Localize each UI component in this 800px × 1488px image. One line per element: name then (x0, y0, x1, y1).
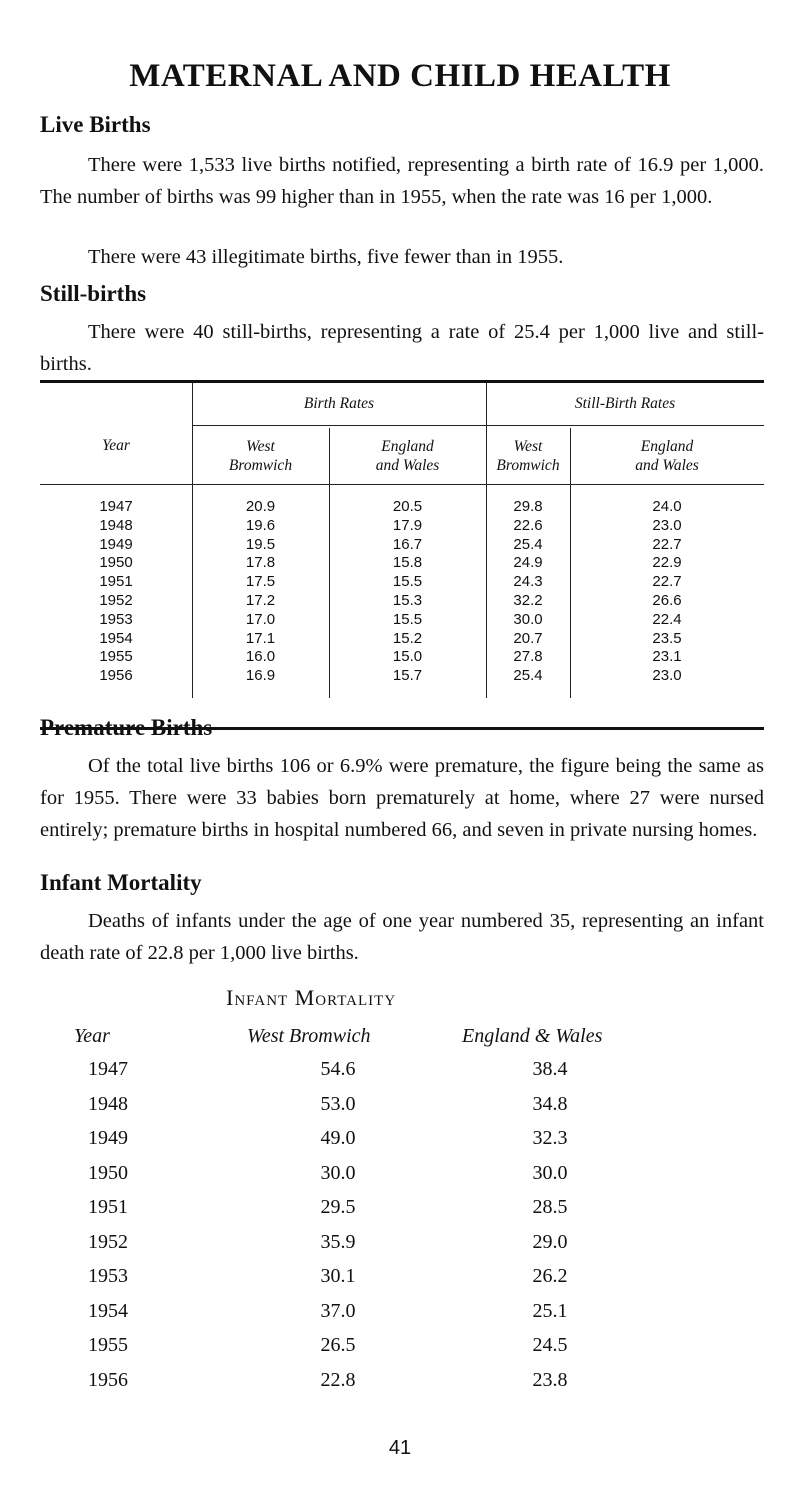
table-cell-year: 1956 (99, 667, 133, 685)
table2-cell-ew: 38.4 (532, 1058, 568, 1080)
table2-cell-ew: 26.2 (532, 1265, 568, 1287)
paragraph-still-births (40, 316, 764, 380)
heading-premature-births: Premature Births (40, 715, 213, 740)
table-cell-br_ew: 15.5 (392, 610, 423, 628)
table2-cell-wb: 53.0 (320, 1092, 356, 1115)
group-birth-rates: Birth Rates (303, 395, 375, 412)
table-rule (192, 425, 486, 426)
table-cell-br_wb: 19.5 (245, 535, 276, 553)
paragraph-illegitimate-text: There were 43 illegitimate births, five fewer than in 1955. (88, 246, 564, 268)
paragraph-live-births-text: There were 1,533 live births notified, representing a birth rate of 16.9 per 1,000. The number of births was 99 higher than in 1955, when the rate was 16 per 1,000. (40, 154, 764, 208)
table2-cell-ew: 30.0 (532, 1161, 568, 1184)
table-cell-sb_wb: 25.4 (513, 535, 543, 553)
page-title: MATERNAL AND CHILD HEALTH (129, 58, 671, 94)
table-cell-year: 1955 (99, 648, 133, 666)
sub-england-wales: England and Wales (375, 438, 440, 474)
sub-west-bromwich: West Bromwich (228, 438, 293, 474)
table-cell-br_wb: 16.9 (245, 667, 276, 685)
table-cell-br_wb: 16.0 (245, 648, 276, 666)
table2-cell-ew: 23.8 (532, 1368, 568, 1391)
table-cell-br_wb: 19.6 (245, 516, 276, 534)
col-year-header: Year (102, 437, 130, 454)
table2-cell-ew: 24.5 (532, 1334, 568, 1356)
table-cell-br_wb: 17.2 (245, 592, 276, 609)
table2-cell-year: 1956 (88, 1368, 128, 1391)
table2-cell-year: 1952 (88, 1230, 128, 1253)
table2-cell-wb: 30.0 (320, 1161, 356, 1184)
table2-cell-wb: 35.9 (320, 1230, 356, 1253)
group-still-birth-rates: Still-Birth Rates (574, 395, 676, 412)
table-cell-sb_wb: 32.2 (513, 592, 543, 609)
rates-table (40, 380, 764, 730)
table-cell-sb_ew: 23.5 (652, 629, 682, 647)
table-cell-sb_wb: 20.7 (513, 629, 543, 647)
table-cell-sb_ew: 23.0 (652, 516, 682, 534)
table2-cell-ew: 29.0 (532, 1230, 568, 1253)
table-cell-br_ew: 20.5 (392, 498, 423, 515)
heading-infant-mortality: Infant Mortality (40, 870, 202, 895)
table-cell-sb_wb: 24.3 (513, 573, 543, 591)
table-cell-br_wb: 17.8 (245, 554, 276, 572)
table2-cell-wb: 26.5 (320, 1334, 356, 1356)
sub-west-bromwich: West Bromwich (496, 438, 560, 474)
table-cell-br_ew: 16.7 (392, 535, 423, 553)
table-cell-br_ew: 15.7 (392, 667, 423, 685)
table2-cell-ew: 28.5 (532, 1196, 568, 1218)
table-cell-br_ew: 15.2 (392, 629, 423, 647)
table2-col-england-wales: England & Wales (462, 1025, 603, 1047)
table2-cell-year: 1953 (88, 1265, 128, 1287)
table-cell-br_wb: 20.9 (245, 498, 276, 515)
table-cell-br_ew: 15.3 (392, 592, 423, 609)
table2-cell-year: 1950 (88, 1161, 128, 1184)
table-cell-sb_wb: 22.6 (513, 516, 543, 534)
table-cell-sb_wb: 30.0 (513, 610, 543, 628)
table-cell-br_wb: 17.1 (245, 629, 276, 647)
table-cell-year: 1949 (99, 535, 133, 553)
paragraph-live-births (40, 149, 764, 213)
paragraph-still-births-text: There were 40 still-births, representing a rate of 25.4 per 1,000 live and still-births. (40, 321, 764, 375)
table-cell-br_ew: 15.5 (392, 573, 423, 591)
table2-cell-wb: 54.6 (320, 1058, 356, 1080)
table-cell-sb_ew: 22.7 (652, 535, 682, 553)
heading-still-births: Still-births (40, 281, 147, 306)
table-header-rule (40, 484, 764, 485)
table-cell-sb_ew: 23.0 (652, 667, 682, 685)
table2-cell-wb: 22.8 (320, 1368, 356, 1391)
table-cell-br_ew: 15.0 (392, 648, 423, 666)
table2-cell-ew: 25.1 (532, 1299, 568, 1322)
table2-cell-year: 1955 (88, 1334, 128, 1356)
table-cell-year: 1953 (99, 610, 133, 628)
table2-cell-wb: 30.1 (320, 1265, 356, 1287)
table-cell-year: 1952 (99, 592, 133, 609)
table-cell-sb_wb: 29.8 (513, 498, 543, 515)
table2-cell-ew: 32.3 (532, 1127, 568, 1149)
table-cell-year: 1951 (99, 573, 133, 591)
table-cell-sb_ew: 22.7 (652, 573, 682, 591)
table-cell-sb_wb: 27.8 (513, 648, 543, 666)
table2-cell-year: 1948 (88, 1092, 128, 1115)
table-cell-sb_ew: 23.1 (652, 648, 682, 666)
table2-cell-year: 1951 (88, 1196, 128, 1218)
table-cell-br_wb: 17.0 (245, 610, 276, 628)
sub-england-wales: England and Wales (635, 438, 699, 474)
table-cell-br_ew: 17.9 (392, 516, 423, 534)
table2-cell-year: 1947 (88, 1058, 128, 1080)
paragraph-premature (40, 750, 764, 846)
table-cell-year: 1954 (99, 629, 133, 647)
paragraph-infant-mortality (40, 905, 764, 969)
table2-col-west-bromwich: West Bromwich (247, 1025, 371, 1047)
table2-cell-year: 1949 (88, 1127, 128, 1149)
table-rule (486, 425, 764, 426)
table-cell-year: 1950 (99, 554, 133, 572)
paragraph-premature-text: Of the total live births 106 or 6.9% were premature, the figure being the same as for 1955. There were 33 babies born prematurely at home, where 27 were nursed entirely; premature births in hospital numbered 66, and seven in private nursing homes. (40, 755, 764, 841)
paragraph-illegitimate (40, 241, 764, 273)
table2-col-year: Year (74, 1025, 110, 1047)
table2-cell-year: 1954 (88, 1299, 128, 1322)
table-cell-br_ew: 15.8 (392, 554, 423, 572)
paragraph-infant-mortality-text: Deaths of infants under the age of one year numbered 35, representing an infant death rate of 22.8 per 1,000 live births. (40, 910, 764, 964)
table2-cell-wb: 37.0 (320, 1299, 356, 1322)
table-cell-year: 1947 (99, 498, 133, 515)
table-top-rule (40, 380, 764, 383)
table2-cell-ew: 34.8 (532, 1092, 568, 1115)
table-cell-sb_ew: 26.6 (652, 592, 682, 609)
heading-live-births: Live Births (40, 112, 151, 137)
table2-cell-wb: 29.5 (320, 1196, 356, 1218)
table2-title: Infant Mortality (226, 985, 397, 1010)
table-cell-sb_wb: 25.4 (513, 667, 543, 685)
table-cell-sb_ew: 22.4 (652, 610, 682, 628)
table-cell-sb_ew: 24.0 (652, 498, 682, 515)
table-cell-year: 1948 (99, 516, 133, 534)
table-cell-br_wb: 17.5 (245, 573, 276, 591)
table2-cell-wb: 49.0 (320, 1127, 356, 1149)
page-number: 41 (388, 1437, 412, 1459)
table-cell-sb_wb: 24.9 (513, 554, 543, 572)
table-cell-sb_ew: 22.9 (652, 554, 682, 572)
